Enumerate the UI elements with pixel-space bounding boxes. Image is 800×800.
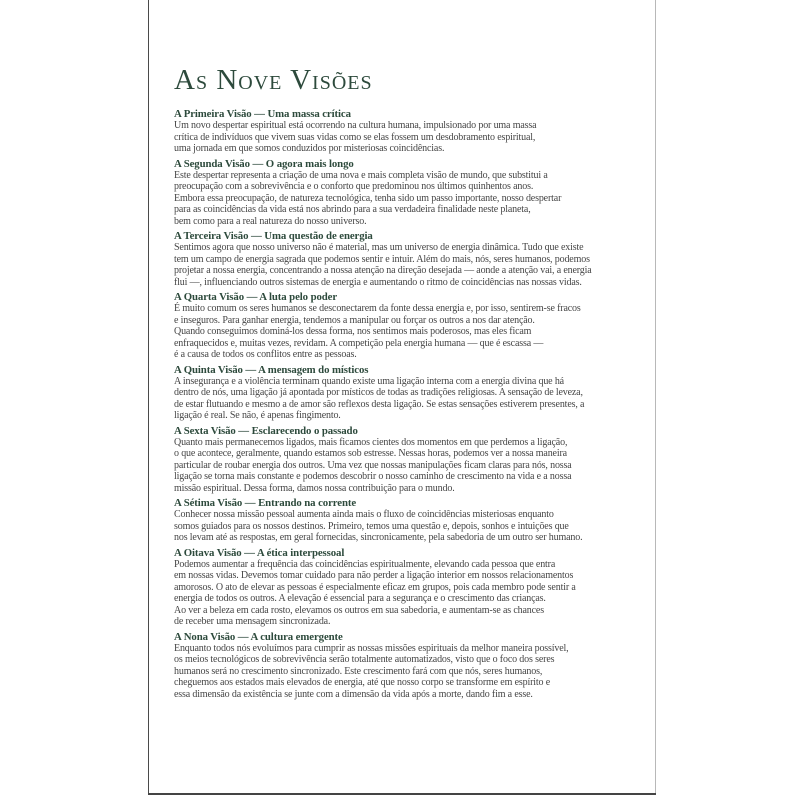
vision-heading: A Quarta Visão — A luta pelo poder — [174, 291, 338, 303]
vision-body-line: de estar flutuando e mesmo a de amor são reflexos desta ligação. Se estas sensações estiverem presentes, a — [174, 398, 585, 410]
vision-body-line: Quanto mais permanecemos ligados, mais ficamos cientes dos momentos em que perdemos a ligação, — [174, 436, 568, 448]
vision-section — [174, 364, 634, 422]
vision-body-line: crítica de indivíduos que vivem suas vidas como se elas fossem um desdobramento espiritual, — [174, 131, 536, 143]
vision-section — [174, 291, 634, 361]
vision-body-line: Um novo despertar espiritual está ocorrendo na cultura humana, impulsionado por uma massa — [174, 120, 537, 131]
vision-heading: A Sétima Visão — Entrando na corrente — [174, 497, 357, 509]
vision-body-line: Quando conseguimos dominá-los dessa forma, nos sentimos mais poderosos, mas eles ficam — [174, 326, 532, 337]
page-bottom-rule — [148, 793, 656, 795]
vision-body-line: os meios tecnológicos de sobrevivência serão totalmente automatizados, visto que o foco dos seres — [174, 654, 555, 665]
vision-body-line: essa dimensão da existência se junte com a dimensão da vida após a morte, dando fim a esse. — [174, 688, 533, 700]
vision-body-line: e inseguros. Para ganhar energia, tendemos a manipular ou forçar os outros a nos dar atenção. — [174, 314, 535, 326]
vision-body-line: humanos será no crescimento sincronizado. Este crescimento fará com que nós, seres humanos, — [174, 665, 543, 677]
vision-body-line: uma jornada em que somos conduzidos por misteriosas coincidências. — [174, 143, 445, 154]
book-page — [174, 64, 634, 703]
vision-section — [174, 497, 634, 544]
vision-section — [174, 108, 634, 155]
vision-heading: A Segunda Visão — O agora mais longo — [174, 157, 354, 170]
vision-body-line: o que acontece, geralmente, quando estamos sob estresse. Nessas horas, podemos ver a nossa maneira — [174, 448, 567, 459]
vision-section — [174, 547, 634, 628]
vision-body-line: de receber uma mensagem sincronizada. — [174, 616, 331, 627]
vision-body-line: preocupação com a sobrevivência e o conforto que predominou nos últimos quinhentos anos. — [174, 181, 534, 192]
vision-body-line: Enquanto todos nós evoluímos para cumprir as nossas missões espirituais da melhor maneira possível, — [174, 642, 569, 654]
vision-body-line: nos levam até as respostas, em geral fornecidas, sincronicamente, pela sabedoria de um outro ser humano. — [174, 532, 583, 543]
vision-heading: A Oitava Visão — A ética interpessoal — [174, 546, 345, 559]
vision-body-line: ligação é real. Se não, é apenas fingimento. — [174, 410, 341, 421]
vision-body-line: bem como para a real natureza do nosso universo. — [174, 215, 367, 227]
vision-body-line: Este despertar representa a criação de uma nova e mais completa visão de mundo, que substitui a — [174, 169, 548, 181]
vision-section — [174, 425, 634, 495]
vision-body-line: Sentimos agora que nosso universo não é material, mas um universo de energia dinâmica. Tudo que existe — [174, 242, 584, 253]
vision-heading: A Primeira Visão — Uma massa crítica — [174, 108, 351, 120]
vision-heading: A Terceira Visão — Uma questão de energia — [174, 230, 373, 242]
vision-body-line: ligação se torna mais constante e podemos descobrir o nosso caminho de crescimento na vida e a nossa — [174, 471, 572, 482]
vision-body-line: Embora essa preocupação, de natureza tecnológica, tenha sido um passo importante, nosso despertar — [174, 192, 562, 204]
vision-body-line: Ao ver a beleza em cada rosto, elevamos os outros em sua sabedoria, e aumentam-se as chances — [174, 604, 544, 616]
visions-list — [174, 108, 634, 700]
vision-body-line: enfraquecidos e, muitas vezes, revidam. A competição pela energia humana — que é escassa — — [174, 337, 544, 349]
vision-section — [174, 631, 634, 701]
page-right-edge — [655, 0, 656, 794]
vision-body-line: missão espiritual. Dessa forma, damos nossa contribuição para o mundo. — [174, 482, 455, 494]
page-left-edge — [148, 0, 149, 794]
vision-body-line: flui —, influenciando outros sistemas de energia e aumentando o ritmo de coincidências nas nossas vidas. — [174, 276, 582, 288]
vision-body-line: A insegurança e a violência terminam quando existe uma ligação interna com a energia divina que há — [174, 375, 564, 387]
vision-body-line: projetar a nossa energia, concentrando a nossa atenção na direção desejada — aonde a atenção vai, a energia — [174, 265, 592, 276]
vision-body-line: somos guiados para os nossos destinos. Primeiro, temos uma questão e, depois, sonhos e intuições que — [174, 520, 569, 532]
vision-body-line: é a causa de todos os conflitos entre as pessoas. — [174, 349, 357, 360]
vision-body-line: energia de todos os outros. A elevação é essencial para a segurança e o crescimento das crianças. — [174, 593, 546, 604]
vision-body-line: Podemos aumentar a frequência das coincidências espiritualmente, elevando cada pessoa que entra — [174, 558, 556, 570]
vision-body-line: em nossas vidas. Devemos tomar cuidado para não perder a ligação interior em nossos relacionamentos — [174, 570, 574, 581]
vision-body-line: cheguemos aos estados mais elevados de energia, até que nosso corpo se transforme em espírito e — [174, 677, 550, 688]
vision-body-line: tem um campo de energia sagrada que podemos sentir e intuir. Além do mais, nós, seres humanos, podemos — [174, 253, 590, 265]
vision-section — [174, 230, 634, 288]
vision-body-line: dentro de nós, uma ligação já apontada por místicos de todas as tradições religiosas. A sensação de leveza, — [174, 387, 583, 398]
vision-section — [174, 158, 634, 228]
vision-body-line: Conhecer nossa missão pessoal aumenta ainda mais o fluxo de coincidências misteriosas enquanto — [174, 509, 554, 520]
vision-body-line: particular de roubar energia dos outros. Uma vez que nossas manipulações ficam claras para nós, nossa — [174, 459, 572, 471]
vision-body-line: para as coincidências da vida está nos abrindo para a sua verdadeira finalidade neste planeta, — [174, 204, 531, 215]
vision-heading: A Sexta Visão — Esclarecendo o passado — [174, 424, 358, 437]
page-title: As Nove Visões — [174, 64, 373, 96]
vision-heading: A Quinta Visão — A mensagem do místicos — [174, 363, 369, 376]
vision-body-line: amorosos. O ato de elevar as pessoas é especialmente eficaz em grupos, pois cada membro pode sentir a — [174, 581, 576, 593]
vision-body-line: É muito comum os seres humanos se desconectarem da fonte dessa energia e, por isso, sentirem-se fracos — [174, 303, 581, 314]
vision-heading: A Nona Visão — A cultura emergente — [174, 630, 343, 643]
